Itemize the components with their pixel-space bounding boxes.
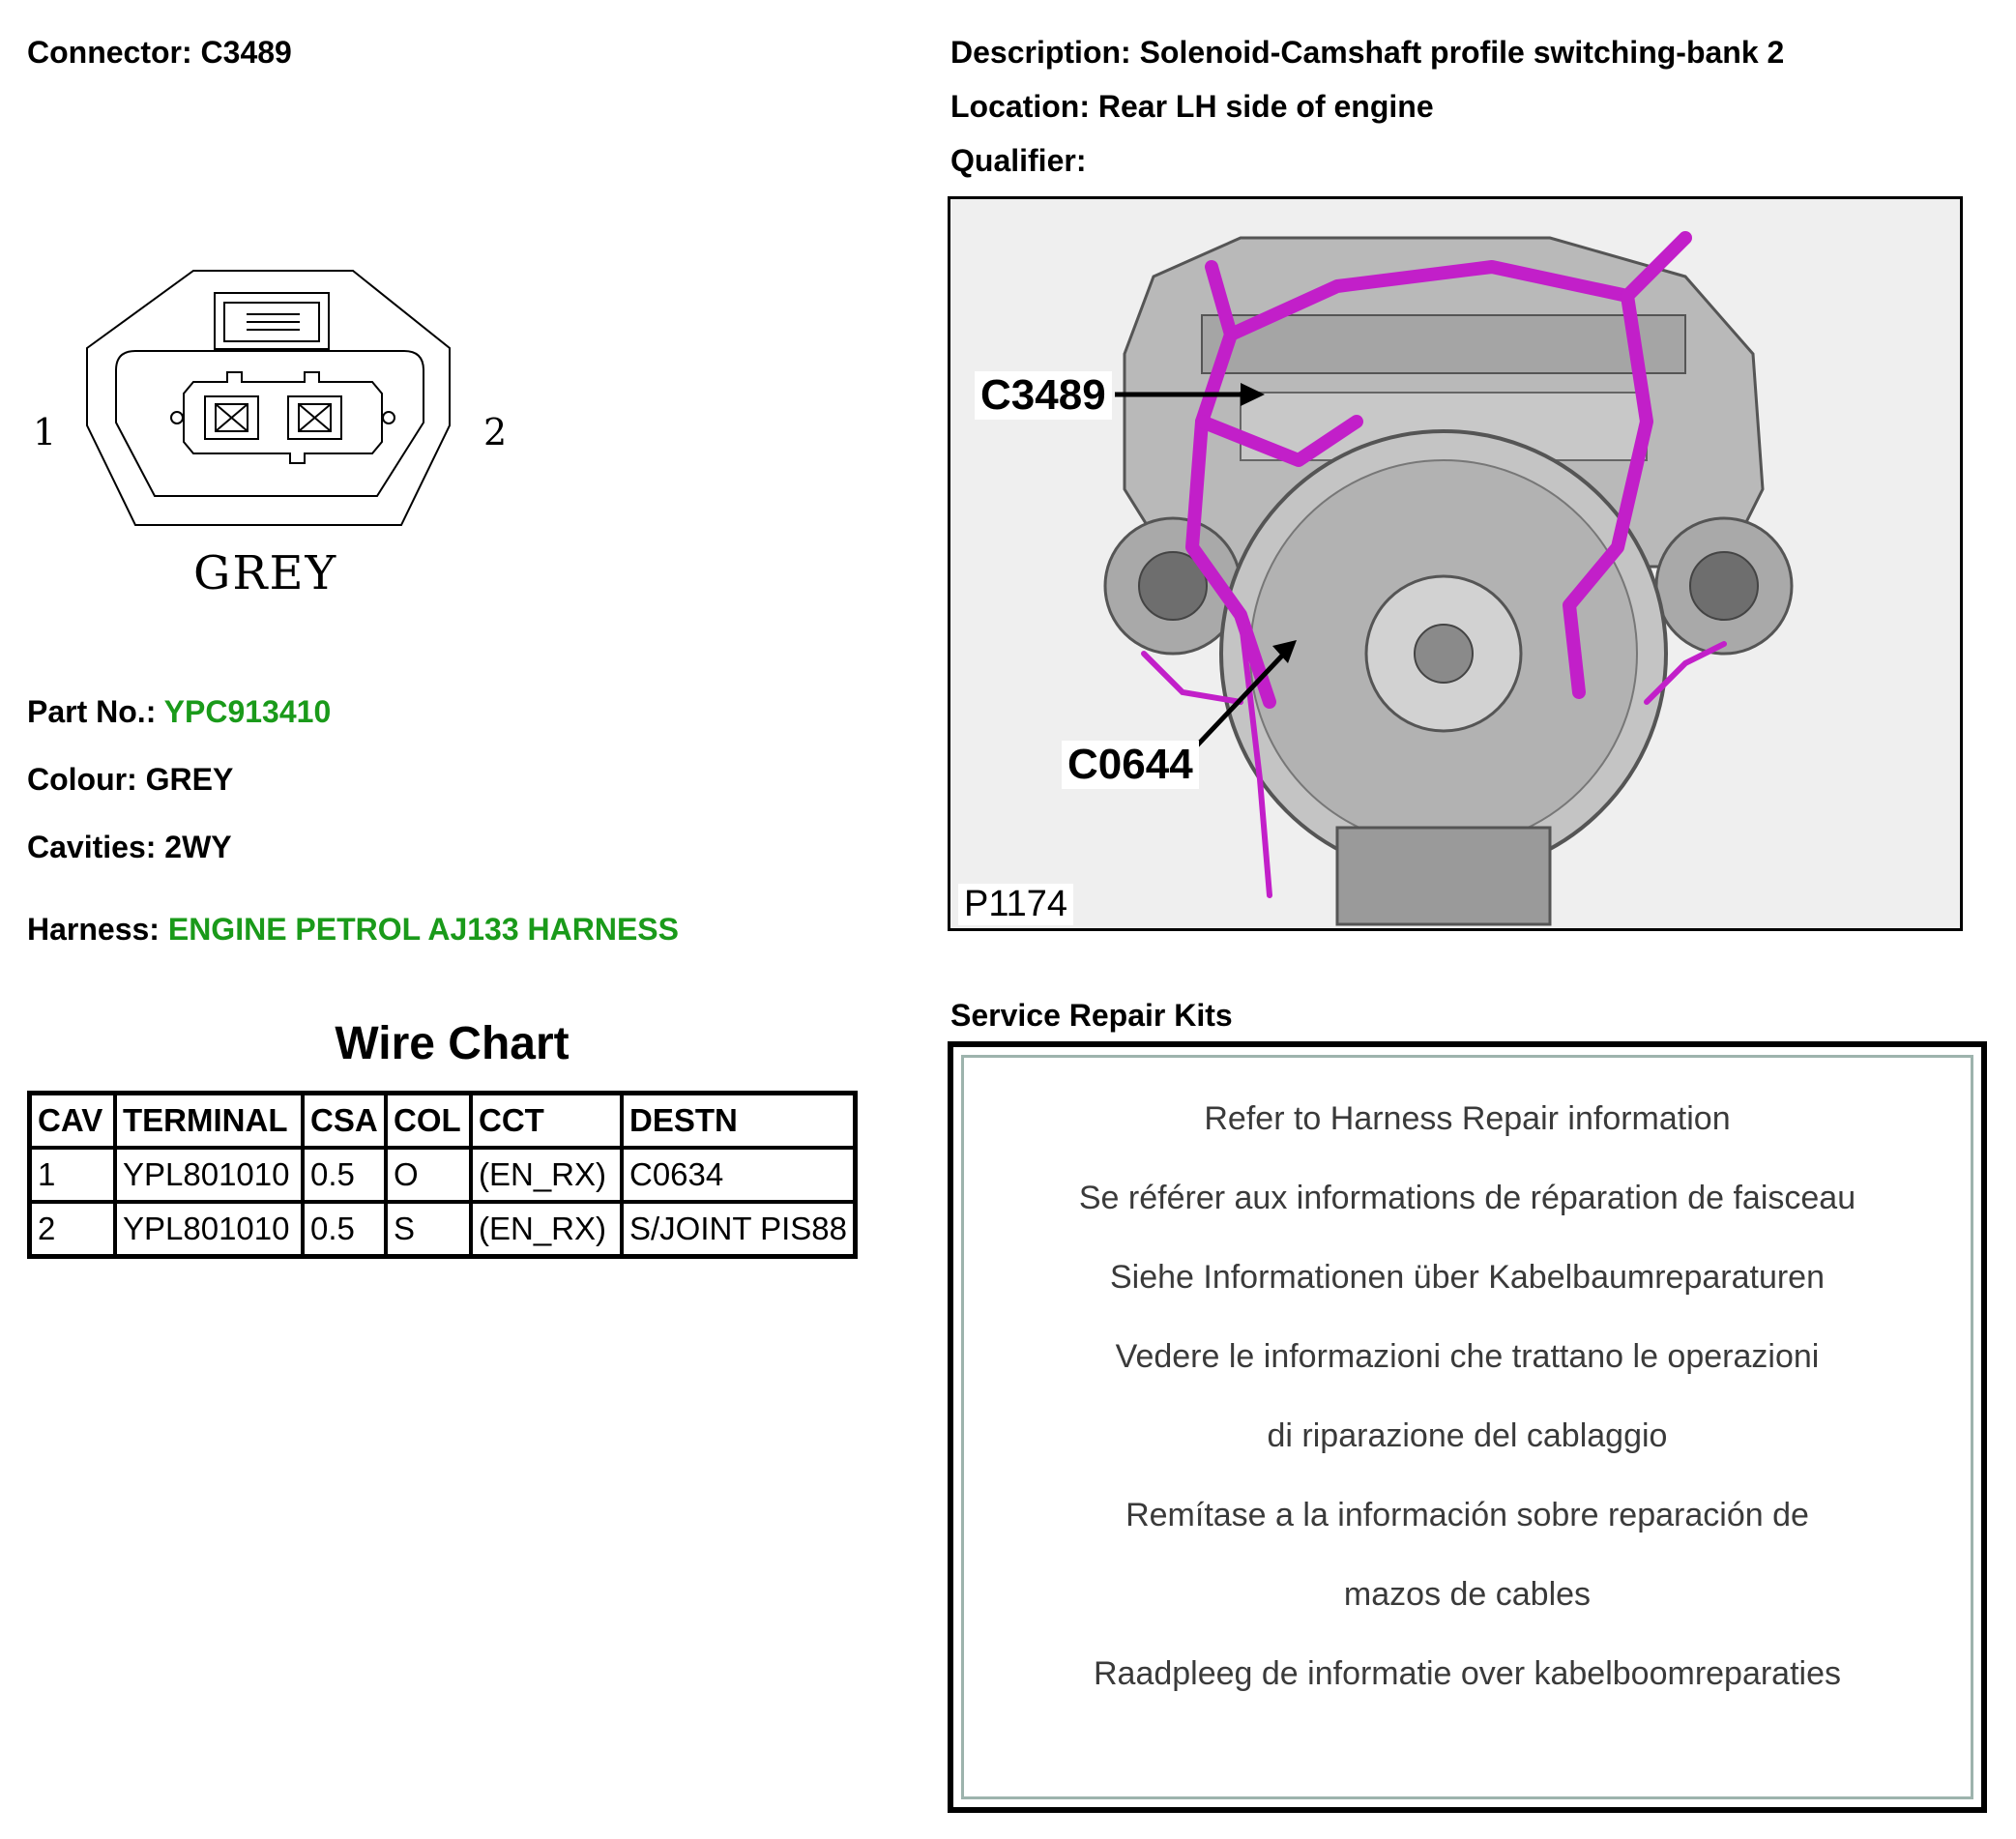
part-no-link[interactable]: YPC913410 <box>163 694 332 729</box>
colour-value: GREY <box>145 762 234 797</box>
kit-line: Refer to Harness Repair information <box>1204 1100 1731 1137</box>
kit-line: Remítase a la información sobre reparación de <box>1125 1497 1809 1533</box>
connector-face-diagram <box>19 256 541 614</box>
description-line <box>950 35 1784 71</box>
harness-line <box>27 912 679 948</box>
qualifier-label: Qualifier: <box>950 143 1087 178</box>
kit-line: mazos de cables <box>1343 1576 1592 1613</box>
cavities-label: Cavities: <box>27 830 157 864</box>
wire-chart-table <box>27 1091 858 1259</box>
col-destn: DESTN <box>622 1094 855 1149</box>
location-value: Rear LH side of engine <box>1097 89 1434 124</box>
colour-label: Colour: <box>27 762 137 797</box>
engine-location-image <box>948 196 1963 931</box>
cell-csa: 0.5 <box>303 1148 386 1202</box>
cell-terminal: YPL801010 <box>115 1148 303 1202</box>
col-cav: CAV <box>30 1094 116 1149</box>
kit-line: Raadpleeg de informatie over kabelboomreparaties <box>1093 1655 1842 1692</box>
engine-illustration-icon <box>950 199 1960 928</box>
kit-line: Siehe Informationen über Kabelbaumreparaturen <box>1109 1259 1826 1296</box>
cavities-value: 2WY <box>164 830 232 864</box>
qualifier-line <box>950 143 1086 179</box>
description-label: Description: <box>950 35 1131 70</box>
description-value: Solenoid-Camshaft profile switching-bank 2 <box>1139 35 1785 70</box>
callout-c3489: C3489 <box>975 371 1112 420</box>
colour-line <box>27 762 233 798</box>
cell-cct: (EN_RX) <box>471 1202 622 1257</box>
col-terminal: TERMINAL <box>115 1094 303 1149</box>
cavities-line <box>27 830 232 865</box>
part-no-line <box>27 694 331 730</box>
connector-line <box>27 35 292 71</box>
harness-label: Harness: <box>27 912 160 947</box>
cell-col: O <box>386 1148 471 1202</box>
table-row <box>30 1148 856 1202</box>
callout-c0644: C0644 <box>1062 741 1199 789</box>
cell-col: S <box>386 1202 471 1257</box>
service-repair-kits-title: Service Repair Kits <box>950 998 1233 1033</box>
harness-link[interactable]: ENGINE PETROL AJ133 HARNESS <box>167 912 679 947</box>
cell-cav: 1 <box>30 1148 116 1202</box>
cell-destn: C0634 <box>622 1148 855 1202</box>
wire-chart-title: Wire Chart <box>335 1018 570 1069</box>
connector-label: Connector: <box>27 35 192 70</box>
connector-colour-label: GREY <box>193 546 338 600</box>
kit-line: Se référer aux informations de réparation de faisceau <box>1078 1180 1856 1216</box>
cell-destn: S/JOINT PIS88 <box>622 1202 855 1257</box>
kit-line: Vedere le informazioni che trattano le operazioni <box>1115 1338 1820 1375</box>
part-no-label: Part No.: <box>27 694 157 729</box>
location-line <box>950 89 1434 125</box>
col-csa: CSA <box>303 1094 386 1149</box>
col-col: COL <box>386 1094 471 1149</box>
cell-csa: 0.5 <box>303 1202 386 1257</box>
kit-line: di riparazione del cablaggio <box>1267 1417 1668 1454</box>
pin-2-label: 2 <box>483 411 508 453</box>
pin-1-label: 1 <box>33 411 57 453</box>
service-repair-kits-inner <box>961 1055 1973 1799</box>
cell-cct: (EN_RX) <box>471 1148 622 1202</box>
connector-value: C3489 <box>200 35 292 70</box>
table-row <box>30 1202 856 1257</box>
col-cct: CCT <box>471 1094 622 1149</box>
service-repair-kits-box <box>948 1041 1987 1813</box>
image-reference: P1174 <box>958 884 1073 925</box>
table-header-row <box>30 1094 856 1149</box>
location-label: Location: <box>950 89 1090 124</box>
cell-cav: 2 <box>30 1202 116 1257</box>
cell-terminal: YPL801010 <box>115 1202 303 1257</box>
